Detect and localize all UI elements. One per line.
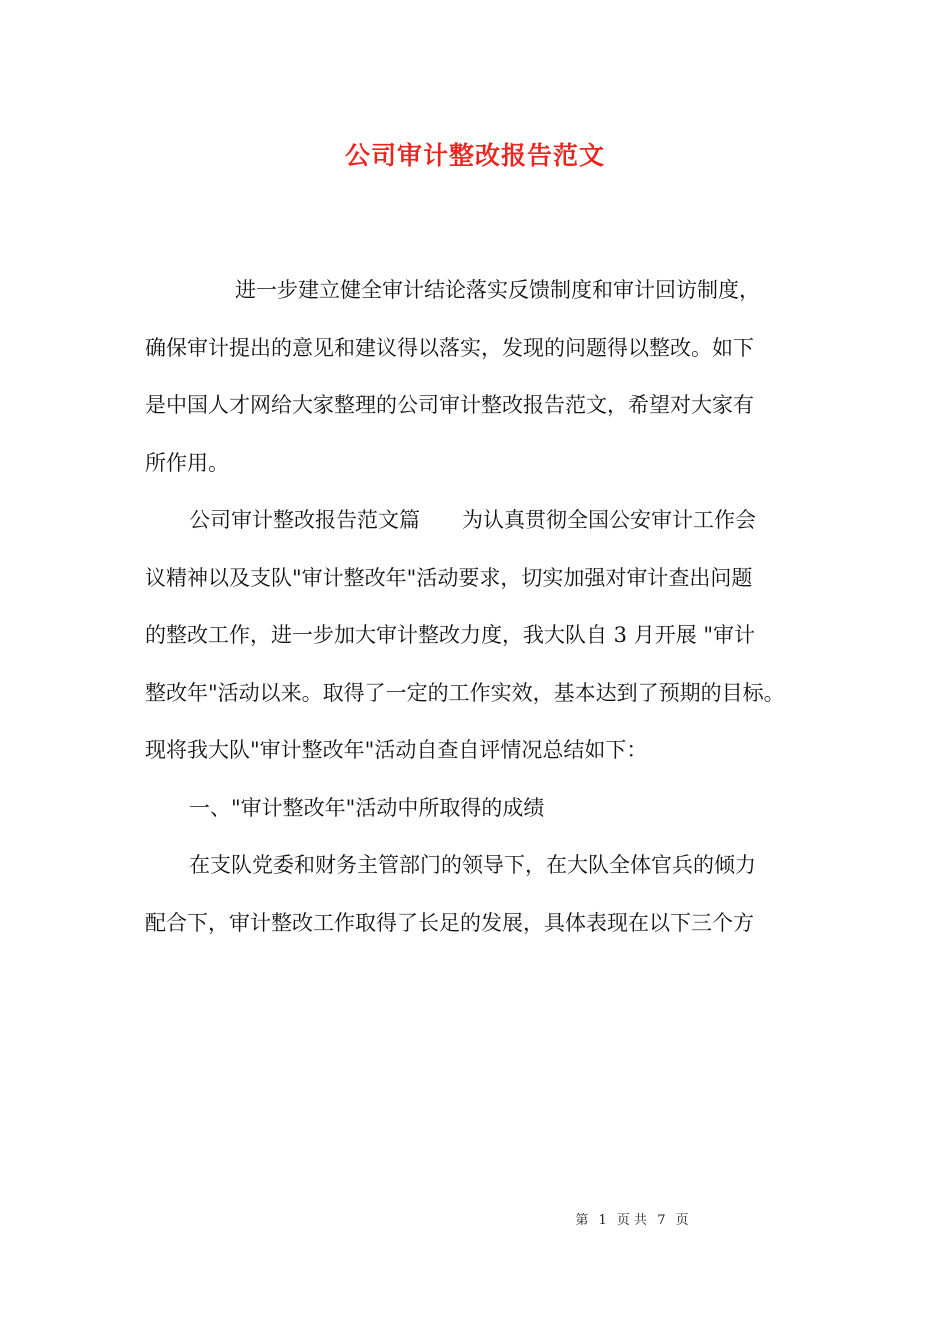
paragraph-line: 确保审计提出的意见和建议得以落实，发现的问题得以整改。如下	[145, 335, 754, 360]
document-title: 公司审计整改报告范文	[344, 141, 605, 170]
paragraph-line: 整改年"活动以来。取得了一定的工作实效，基本达到了预期的目标。	[145, 680, 785, 705]
footer-page-number: 1	[598, 1213, 607, 1228]
paragraph-line: 在支队党委和财务主管部门的领导下，在大队全体官兵的倾力	[189, 853, 756, 877]
paragraph-line: 配合下，审计整改工作取得了长足的发展，具体表现在以下三个方	[145, 910, 754, 935]
paragraph-line: 现将我大队"审计整改年"活动自查自评情况总结如下：	[145, 738, 648, 762]
footer-suffix: 页	[675, 1213, 689, 1228]
footer-prefix: 第	[575, 1213, 589, 1228]
paragraph-line: 是中国人才网给大家整理的公司审计整改报告范文，希望对大家有	[145, 393, 754, 417]
section-heading: 一、"审计整改年"活动中所取得的成绩	[189, 795, 545, 820]
footer-middle: 页 共	[616, 1213, 648, 1228]
page-footer	[0, 1209, 950, 1228]
paragraph-line: 所作用。	[145, 450, 229, 475]
paragraph-line: 的整改工作，进一步加大审计整改力度，我大队自 3 月开展 "审计	[145, 623, 756, 647]
document-body	[145, 262, 810, 952]
footer-total-pages: 7	[657, 1213, 666, 1228]
paragraph-line: 公司审计整改报告范文篇 为认真贯彻全国公安审计工作会	[189, 508, 756, 532]
paragraph-line: 议精神以及支队"审计整改年"活动要求，切实加强对审计查出问题	[145, 565, 753, 590]
paragraph-line: 进一步建立健全审计结论落实反馈制度和审计回访制度，	[235, 278, 760, 302]
